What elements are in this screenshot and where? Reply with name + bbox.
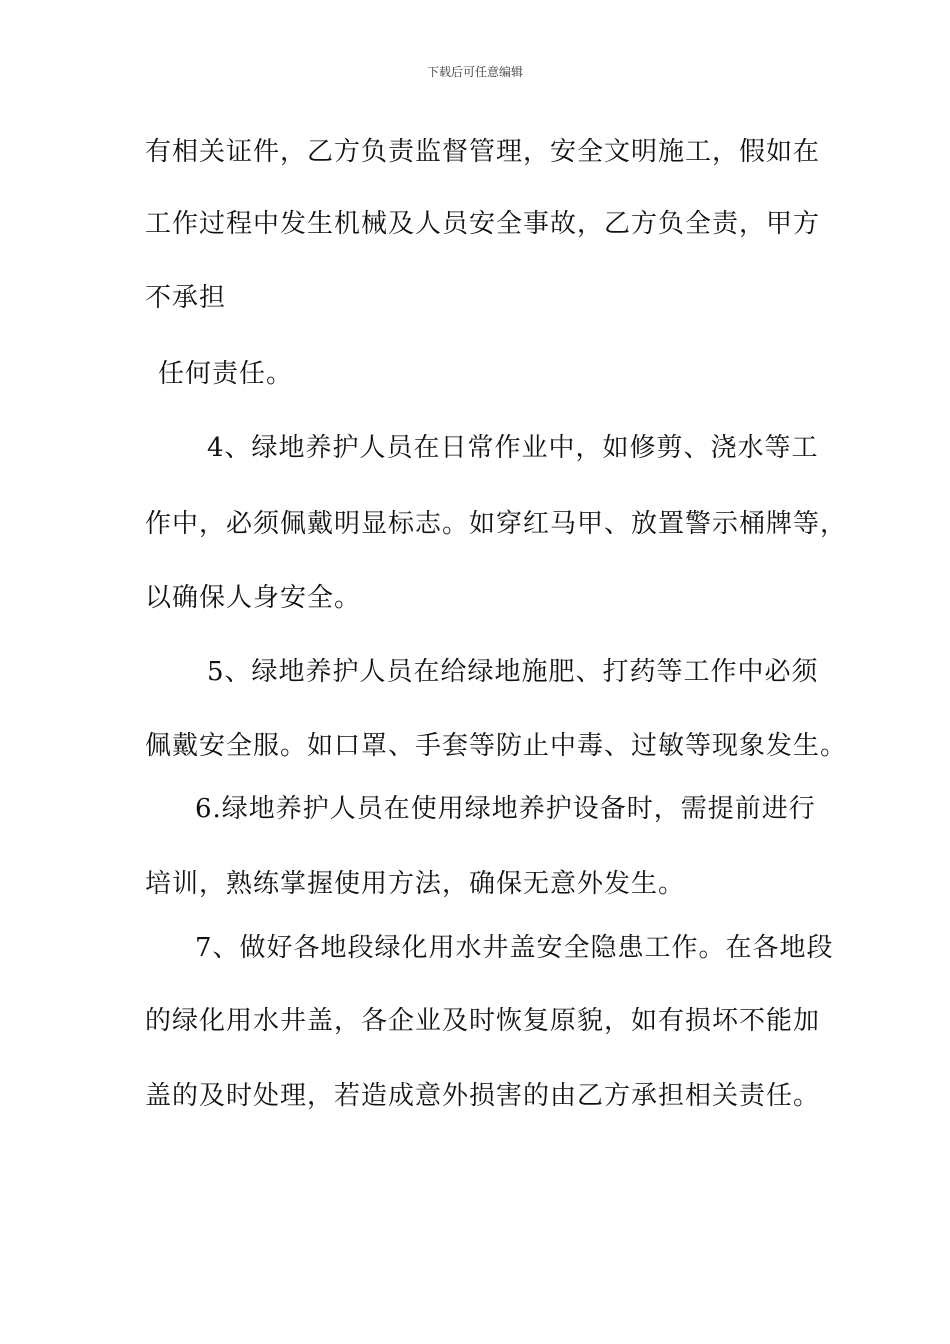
paragraph-4-first-line: 4、绿地养护人员在日常作业中，如修剪、浇水等工 bbox=[207, 433, 819, 463]
body-text-line: 有相关证件，乙方负责监督管理，安全文明施工，假如在 bbox=[145, 137, 821, 167]
body-text-line: 以确保人身安全。 bbox=[145, 583, 362, 613]
body-text-line: 任何责任。 bbox=[158, 359, 294, 389]
paragraph-5-first-line: 5、绿地养护人员在给绿地施肥、打药等工作中必须 bbox=[207, 657, 819, 687]
body-text-line: 佩戴安全服。如口罩、手套等防止中毒、过敏等现象发生。 bbox=[145, 731, 848, 761]
body-text-line: 盖的及时处理，若造成意外损害的由乙方承担相关责任。 bbox=[145, 1081, 821, 1111]
body-text-line: 作中，必须佩戴明显标志。如穿红马甲、放置警示桶牌等， bbox=[145, 509, 848, 539]
body-text-line: 培训，熟练掌握使用方法，确保无意外发生。 bbox=[145, 869, 686, 899]
paragraph-6-first-line: 6.绿地养护人员在使用绿地养护设备时，需提前进行 bbox=[195, 794, 816, 824]
paragraph-7-first-line: 7、做好各地段绿化用水井盖安全隐患工作。在各地段 bbox=[195, 933, 834, 963]
page-header: 下载后可任意编辑 bbox=[426, 65, 523, 79]
body-text-line: 不承担 bbox=[145, 283, 227, 313]
body-text-line: 工作过程中发生机械及人员安全事故，乙方负全责，甲方 bbox=[145, 209, 821, 239]
body-text-line: 的绿化用水井盖，各企业及时恢复原貌，如有损坏不能加 bbox=[145, 1006, 821, 1036]
